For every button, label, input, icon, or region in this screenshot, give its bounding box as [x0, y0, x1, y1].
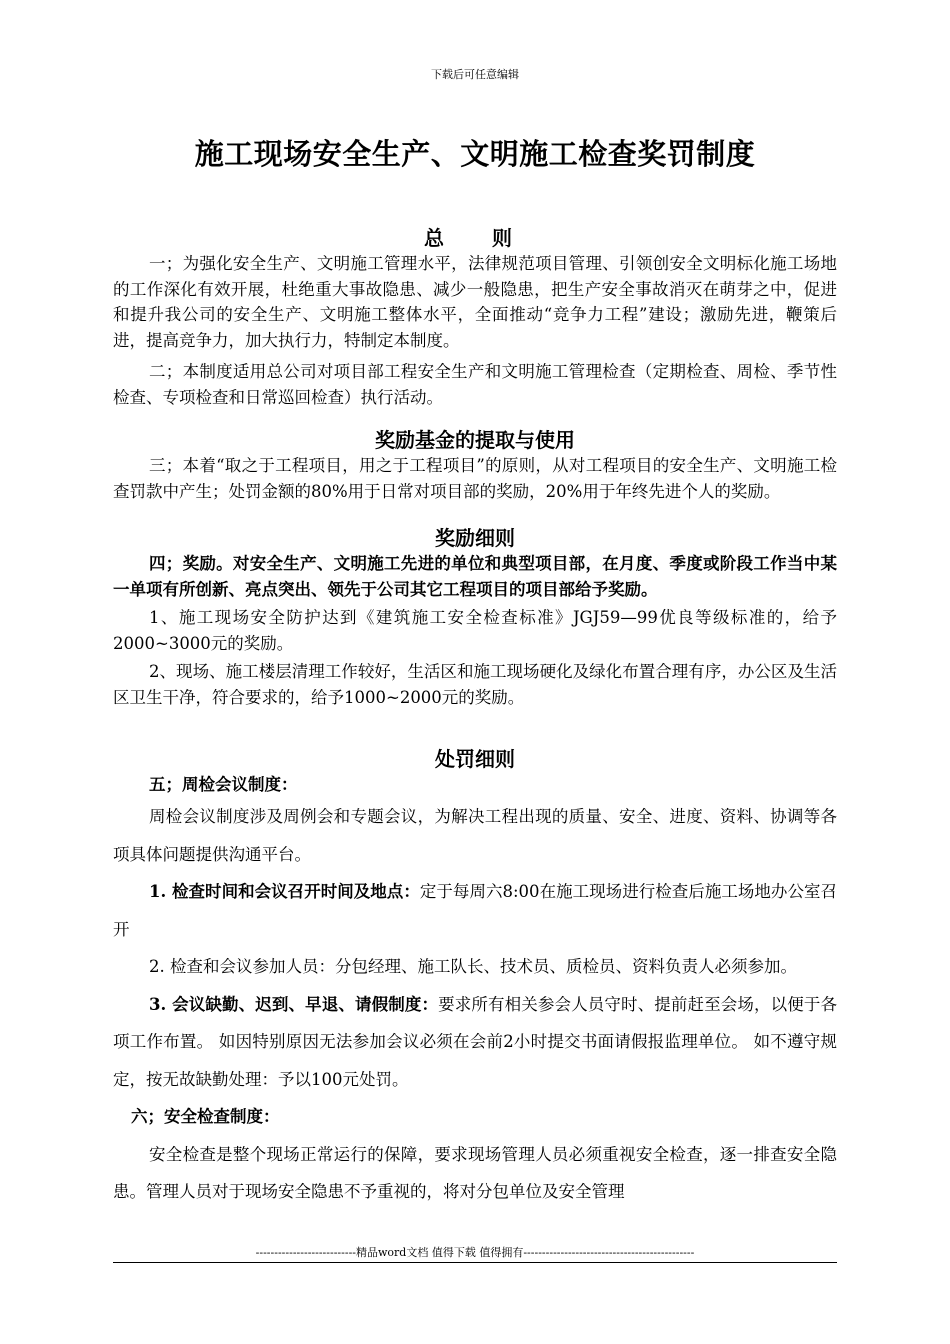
- header-note: 下载后可任意编辑: [431, 68, 519, 81]
- item-label: 3. 会议缺勤、迟到、早退、请假制度：: [149, 994, 439, 1014]
- section-penalty: [113, 746, 837, 1211]
- section-heading-general: 总 则: [424, 226, 526, 250]
- paragraph: 安全检查是整个现场正常运行的保障，要求现场管理人员必须重视安全检查，逐一排查安全隐患。管理人员对于现场安全隐患不予重视的，将对分包单位及安全管理: [113, 1144, 837, 1201]
- paragraph: 2、现场、施工楼层清理工作较好，生活区和施工现场硬化及绿化布置合理有序，办公区及生活区卫生干净，符合要求的，给予1000~2000元的奖励。: [113, 662, 837, 707]
- paragraph: 2. 检查和会议参加人员：分包经理、施工队长、技术员、质检员、资料负责人必须参加。: [149, 957, 797, 976]
- document-title: 施工现场安全生产、文明施工检查奖罚制度: [194, 137, 756, 171]
- footer-text: ---------------------------精品word文档 值得下载 值得拥有----------------------------------------------: [255, 1246, 695, 1259]
- paragraph: 周检会议制度涉及周例会和专题会议，为解决工程出现的质量、安全、进度、资料、协调等各项具体问题提供沟通平台。: [113, 807, 837, 864]
- item-text: 定于每周六8:00在施工现场进行检查后施工场地办公室召开: [113, 882, 837, 939]
- section-heading-reward: 奖励细则: [435, 526, 515, 550]
- section-heading-fund: 奖励基金的提取与使用: [375, 428, 575, 452]
- section-general: [113, 222, 837, 410]
- paragraph: 三；本着“取之于工程项目，用之于工程项目”的原则，从对工程项目的安全生产、文明施工检查罚款中产生；处罚金额的80%用于日常对项目部的奖励，20%用于年终先进个人的奖励。: [113, 456, 837, 501]
- paragraph-bold: 四；奖励。对安全生产、文明施工先进的单位和典型项目部，在月度、季度或阶段工作当中某一单项有所创新、亮点突出、领先于公司其它工程项目的项目部给予奖励。: [113, 554, 837, 599]
- paragraph: [113, 873, 837, 948]
- paragraph: [113, 986, 837, 1099]
- section-fund: [113, 424, 837, 504]
- item-label: 1. 检查时间和会议召开时间及地点：: [149, 882, 420, 901]
- paragraph: 一；为强化安全生产、文明施工管理水平，法律规范项目管理、引领创安全文明标化施工场地的工作深化有效开展，杜绝重大事故隐患、减少一般隐患，把生产安全事故消灭在萌芽之中，促进和提升我公司的安全生产、文明施工整体水平，全面推动“竞争力工程”建设；激励先进，鞭策后进，提高竞争力，加大执行力，特制定本制度。: [113, 254, 837, 350]
- section-heading-penalty: 处罚细则: [435, 747, 515, 771]
- paragraph: 二；本制度适用总公司对项目部工程安全生产和文明施工管理检查（定期检查、周检、季节性检查、专项检查和日常巡回检查）执行活动。: [113, 362, 837, 407]
- footer-divider: [113, 1262, 837, 1263]
- subheading: 五；周检会议制度：: [149, 775, 298, 794]
- item-text: 要求所有相关参会人员守时、提前赶至会场，以便于各项工作布置。 如因特别原因无法参加会议必须在会前2小时提交书面请假报监理单位。 如不遵守规定，按无故缺勤处理：予以100元处罚。: [113, 994, 837, 1089]
- paragraph: 1、施工现场安全防护达到《建筑施工安全检查标准》JGJ59—99优良等级标准的，给予2000~3000元的奖励。: [113, 608, 837, 653]
- section-reward: [113, 522, 837, 710]
- subheading: 六；安全检查制度：: [131, 1107, 280, 1126]
